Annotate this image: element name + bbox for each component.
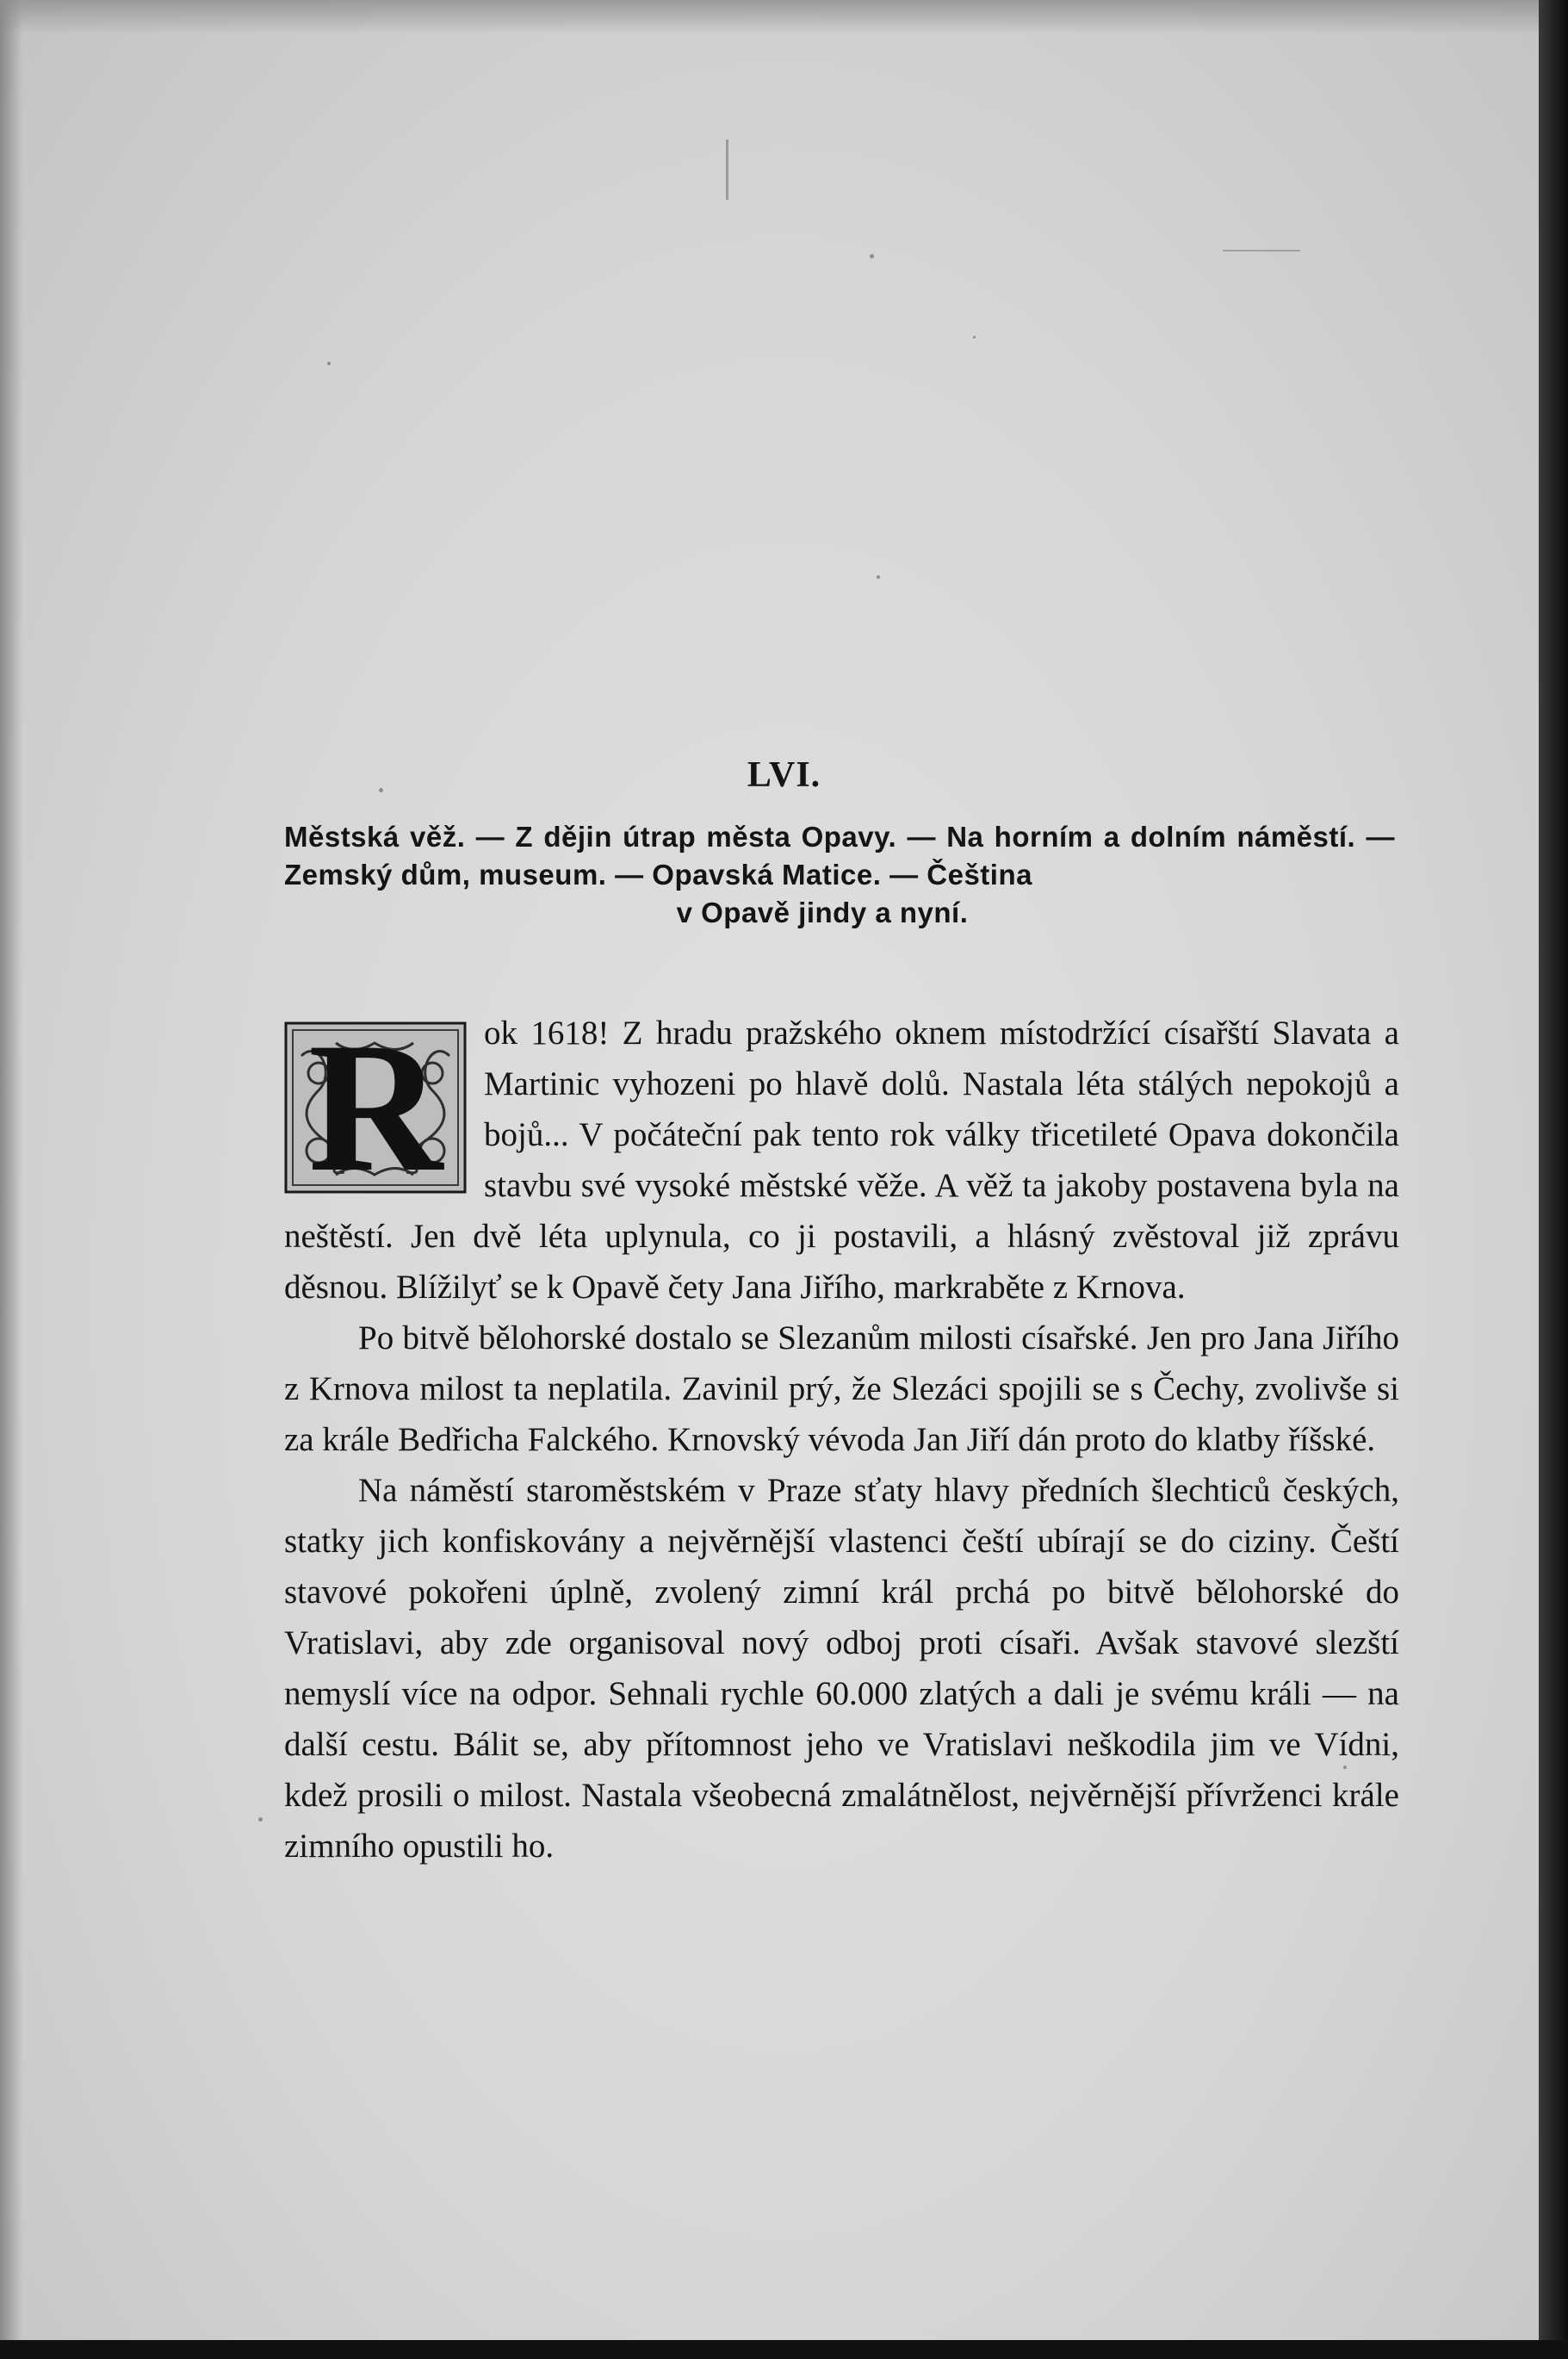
- chapter-summary-line: náměstí. — Zemský dům, museum. — Opavská Matice. — Čeština: [284, 821, 1395, 891]
- dropcap-ornament: [284, 1004, 467, 1210]
- page-edge-bottom: [0, 2340, 1568, 2359]
- body-text: [284, 1004, 1399, 1872]
- page-edge-left: [0, 0, 22, 2359]
- chapter-summary-line: Městská věž. — Z dějin útrap města Opavy. — Na horním a dolním: [284, 821, 1227, 853]
- chapter-number: LVI.: [747, 755, 821, 795]
- paragraph: Na náměstí staroměstském v Praze sťaty hlavy předních šlechticů českých, statky jich konfiskovány a nejvěrnější vlastenci čeští ubírají se do ciziny. Čeští stavové pokořeni úplně, zvolený zimní král prchá po bitvě bělohorské do Vratislavi, aby zde organisoval nový odboj proti císaři. Avšak stavové slezští nemyslí více na odpor. Sehnali rychle 60.000 zlatých a dali je svému králi — na další cestu. Bálit se, aby přítomnost jeho ve Vratislavi neškodila jim ve Vídni, kdež prosili o milost. Nastala všeobecná zmalátnělost, nejvěrnější přívrženci krále zimního opustili ho.: [284, 1472, 1399, 1865]
- dropcap-letter: R: [308, 1004, 443, 1210]
- paragraph: ok 1618! Z hradu pražského oknem místodržící císařští Slavata a Martinic vyhozeni po hlavě dolů. Nastala léta stálých nepokojů a bojů... V počáteční pak tento rok války třicetileté Opava dokončila stavbu své vysoké městské věže. A věž ta jakoby postavena byla na neštěstí. Jen dvě léta uplynula, co ji postavili, a hlásný zvěstoval již zprávu děsnou. Blížilyť se k Opavě čety Jana Jiřího, markraběte z Krnova.: [284, 1015, 1399, 1306]
- page-edge-right: [1539, 0, 1568, 2359]
- chapter-summary-line: v Opavě jindy a nyní.: [676, 897, 969, 928]
- page-edge-top: [0, 0, 1568, 34]
- paragraph: Po bitvě bělohorské dostalo se Slezanům milosti císařské. Jen pro Jana Jiřího z Krnova milost ta neplatila. Zavinil prý, že Slezáci spojili se s Čechy, zvolivše si za krále Bedřicha Falckého. Krnovský vévoda Jan Jiří dán proto do klatby říšské.: [284, 1319, 1399, 1458]
- chapter-summary: [284, 818, 1395, 932]
